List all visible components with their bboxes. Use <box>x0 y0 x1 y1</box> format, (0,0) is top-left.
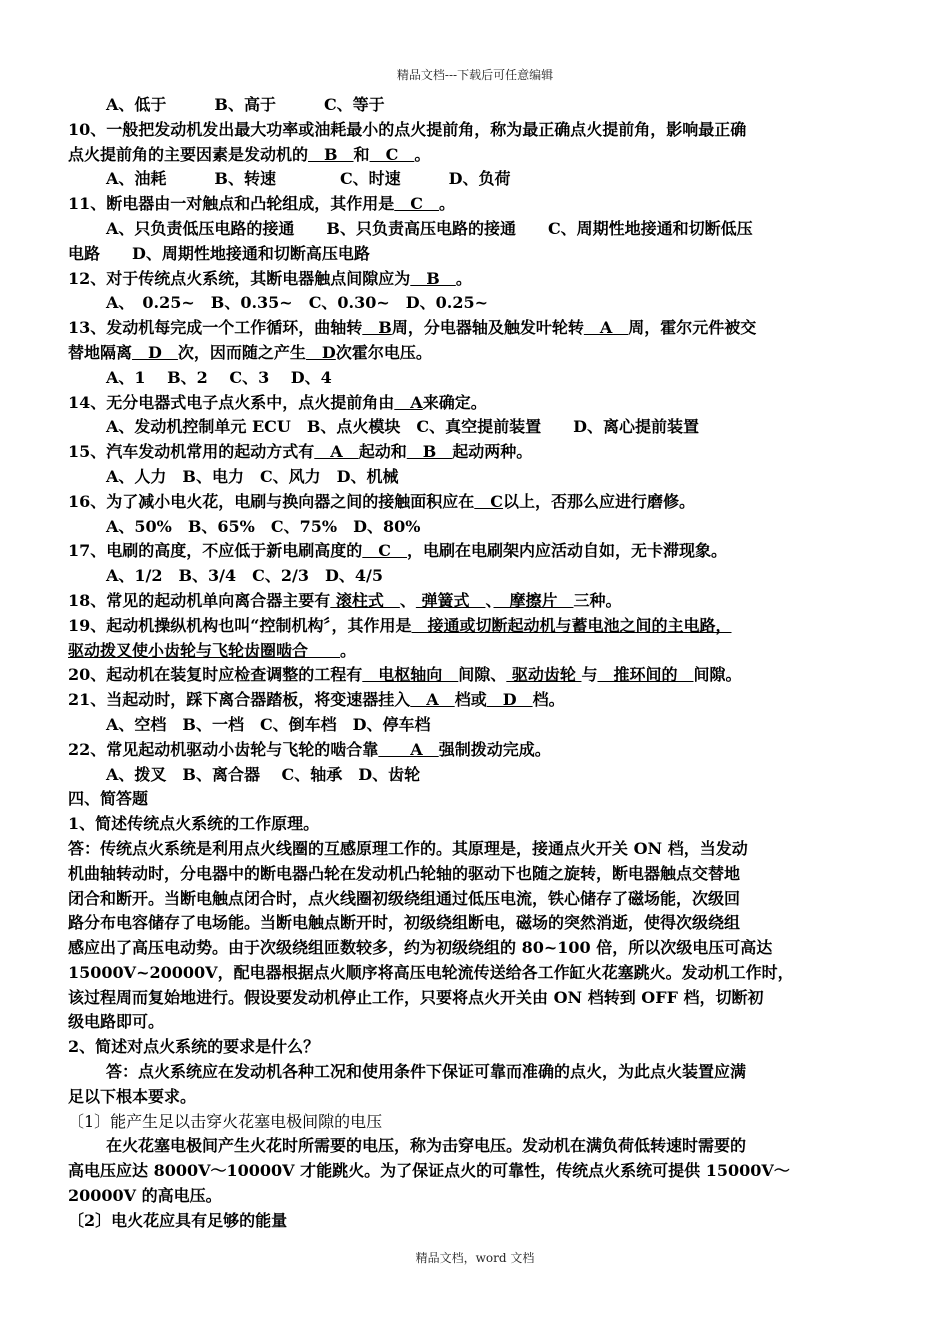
answer-blank: D <box>486 690 533 710</box>
text-segment: 22、常见起动机驱动小齿轮与飞轮的啮合靠 <box>68 739 379 759</box>
text-segment: A、拨叉 B、离合器 C、轴承 D、齿轮 <box>106 764 421 784</box>
text-segment: A、空档 B、一档 C、倒车档 D、停车档 <box>106 714 431 734</box>
text-segment: 1、简述传统点火系统的工作原理。 <box>68 814 320 834</box>
text-segment: 路分布电容储存了电场能。当断电触点断开时，初级绕组断电，磁场的突然消逝，使得次级绕组 <box>68 913 741 933</box>
text-line <box>68 93 884 118</box>
text-segment: A、50% B、65% C、75% D、80% <box>106 516 421 536</box>
text-line <box>68 539 884 564</box>
answer-blank: C <box>394 194 440 214</box>
text-segment: 14、无分电器式电子点火系中，点火提前角由 <box>68 392 395 412</box>
text-segment: 周，霍尔元件被交 <box>628 318 757 338</box>
text-segment: ，电刷在电刷架内应活动自如，无卡滞现象。 <box>407 541 728 561</box>
text-line <box>68 440 884 465</box>
text-segment: 点火提前角的主要因素是发动机的 <box>68 144 309 164</box>
text-line <box>68 1010 884 1035</box>
text-segment: 机曲轴转动时，分电器中的断电器凸轮在发动机凸轮轴的驱动下也随之旋转，断电器触点交替地 <box>68 863 741 883</box>
text-line <box>68 1035 884 1060</box>
answer-blank: D <box>132 342 178 362</box>
text-segment: 15、汽车发动机常用的起动方式有 <box>68 442 315 462</box>
text-segment: 和 <box>353 144 370 164</box>
text-line <box>68 490 884 515</box>
answer-blank: D <box>305 342 336 362</box>
answer-blank: 滚柱式 <box>330 590 400 610</box>
text-segment: 档。 <box>532 690 565 710</box>
text-line <box>68 1184 884 1209</box>
answer-blank: B <box>406 442 453 462</box>
text-segment: 起动两种。 <box>452 442 533 462</box>
text-segment: 足以下根本要求。 <box>68 1086 197 1106</box>
document-body <box>68 93 884 1234</box>
text-segment: 、 <box>399 590 416 610</box>
answer-blank: B <box>308 144 354 164</box>
text-line <box>68 639 884 664</box>
answer-blank: 接通或切断起动机与蓄电池之间的主电路， <box>411 615 732 635</box>
text-line <box>68 887 884 912</box>
text-segment: 〔2〕电火花应具有足够的能量 <box>68 1210 288 1230</box>
text-segment: 与 <box>581 665 598 685</box>
answer-blank: 驱动齿轮 <box>506 665 582 685</box>
text-segment: 闭合和断开。当断电触点闭合时，点火线圈初级绕组通过低压电流，铁心储存了磁场能，次级回 <box>68 888 741 908</box>
text-line <box>68 366 884 391</box>
text-line <box>68 961 884 986</box>
text-line <box>68 1110 884 1135</box>
text-line <box>68 1209 884 1234</box>
text-segment: 周，分电器轴及触发叶轮转 <box>391 318 584 338</box>
text-line <box>68 167 884 192</box>
text-segment: A、1/2 B、3/4 C、2/3 D、4/5 <box>106 566 383 586</box>
text-line <box>68 391 884 416</box>
text-line <box>68 465 884 490</box>
text-line <box>68 316 884 341</box>
text-segment: 感应出了高压电动势。由于次级绕组匝数较多，约为初级绕组的 80~100 倍，所以次级电压可高达 <box>68 938 773 958</box>
text-segment: 次，因而随之产生 <box>177 342 306 362</box>
answer-blank: 驱动拨叉使小齿轮与飞轮齿圈啮合 <box>68 640 341 660</box>
text-line <box>68 217 884 242</box>
text-segment: 答：传统点火系统是利用点火线圈的互感原理工作的。其原理是，接通点火开关 ON 档，当发动 <box>68 838 748 858</box>
text-line <box>68 837 884 862</box>
text-segment: 四、简答题 <box>68 789 149 809</box>
answer-blank: C <box>474 491 504 511</box>
answer-blank: C <box>362 541 408 561</box>
text-segment: 15000V~20000V，配电器根据点火顺序将高压电轮流传送给各工作缸火花塞跳火。发动机工作时， <box>68 962 794 982</box>
text-segment: 间隙、 <box>458 665 507 685</box>
text-line <box>68 1134 884 1159</box>
answer-blank: A <box>583 318 629 338</box>
answer-blank: A <box>378 739 439 759</box>
text-line <box>68 738 884 763</box>
text-line <box>68 143 884 168</box>
text-line <box>68 787 884 812</box>
text-segment: 19、起动机操纵机构也叫“控制机构〞，其作用是 <box>68 615 412 635</box>
text-segment: A、人力 B、电力 C、风力 D、机械 <box>106 466 399 486</box>
answer-blank: A <box>314 442 359 462</box>
text-segment: A、油耗 B、转速 C、时速 D、负荷 <box>106 169 511 189</box>
text-segment: 11、断电器由一对触点和凸轮组成，其作用是 <box>68 194 395 214</box>
text-line <box>68 1159 884 1184</box>
text-segment: A、 0.25~ B、0.35~ C、0.30~ D、0.25~ <box>106 293 489 313</box>
text-segment: 。 <box>340 640 357 660</box>
text-segment: 。 <box>414 144 431 164</box>
answer-blank: B <box>410 268 456 288</box>
text-line <box>68 688 884 713</box>
text-segment: 在火花塞电极间产生火花时所需要的电压，称为击穿电压。发动机在满负荷低转速时需要的 <box>106 1136 747 1156</box>
text-segment: 以上，否那么应进行磨修。 <box>503 491 696 511</box>
text-line <box>68 341 884 366</box>
text-line <box>68 415 884 440</box>
text-segment: 13、发动机每完成一个工作循环，曲轴转 <box>68 318 363 338</box>
text-line <box>68 713 884 738</box>
text-line <box>68 936 884 961</box>
text-segment: 17、电刷的高度，不应低于新电刷高度的 <box>68 541 363 561</box>
text-segment: 间隙。 <box>693 665 742 685</box>
text-segment: 电路 D、周期性地接通和切断高压电路 <box>68 243 370 263</box>
answer-blank: A <box>394 392 423 412</box>
text-segment: 来确定。 <box>422 392 487 412</box>
text-segment: 〔1〕能产生足以击穿火花塞电极间隙的电压 <box>68 1111 383 1131</box>
text-line <box>68 911 884 936</box>
page-header: 精品文档---下载后可任意编辑 <box>396 68 554 82</box>
text-line <box>68 1085 884 1110</box>
text-segment: 高电压应达 8000V～10000V 才能跳火。为了保证点火的可靠性，传统点火系统可提供 15000V～ <box>68 1161 790 1181</box>
text-line <box>68 763 884 788</box>
text-segment: 起动和 <box>358 442 407 462</box>
text-line <box>68 862 884 887</box>
text-segment: 替地隔离 <box>68 342 133 362</box>
text-line <box>68 267 884 292</box>
text-line <box>68 242 884 267</box>
answer-blank: B <box>362 318 392 338</box>
text-line <box>68 291 884 316</box>
text-segment: 20000V 的高电压。 <box>68 1186 222 1206</box>
text-segment: 16、为了减小电火花，电刷与换向器之间的接触面积应在 <box>68 491 475 511</box>
text-segment: 答：点火系统应在发动机各种工况和使用条件下保证可靠而准确的点火，为此点火装置应满 <box>106 1062 747 1082</box>
text-line <box>68 986 884 1011</box>
text-segment: 10、一般把发动机发出最大功率或油耗最小的点火提前角，称为最正确点火提前角，影响最正确 <box>68 119 747 139</box>
text-line <box>68 812 884 837</box>
text-segment: 2、简述对点火系统的要求是什么？ <box>68 1037 320 1057</box>
text-segment: 。 <box>439 194 456 214</box>
answer-blank: 电枢轴向 <box>362 665 459 685</box>
text-segment: 20、起动机在装复时应检查调整的工程有 <box>68 665 363 685</box>
text-segment: 21、当起动时，踩下离合器踏板，将变速器挂入 <box>68 690 411 710</box>
text-segment: 18、常见的起动机单向离合器主要有 <box>68 590 331 610</box>
text-line <box>68 118 884 143</box>
answer-blank: C <box>369 144 415 164</box>
text-segment: 该过程周而复始地进行。假设要发动机停止工作，只要将点火开关由 ON 档转到 OFF 档，切断初 <box>68 987 764 1007</box>
text-segment: 档或 <box>454 690 487 710</box>
text-segment: 、 <box>485 590 494 610</box>
text-segment: 级电路即可。 <box>68 1012 165 1032</box>
text-segment: 强制拨动完成。 <box>438 739 551 759</box>
text-line <box>68 614 884 639</box>
text-segment: A、1 B、2 C、3 D、4 <box>106 367 332 387</box>
answer-blank: A <box>410 690 455 710</box>
answer-blank: 推环间的 <box>597 665 694 685</box>
page-footer: 精品文档，word 文档 <box>415 1251 535 1265</box>
text-segment: A、只负责低压电路的接通 B、只负责高压电路的接通 C、周期性地接通和切断低压 <box>106 218 753 238</box>
text-line <box>68 589 884 614</box>
text-segment: A、低于 B、高于 C、等于 <box>106 95 385 114</box>
text-segment: 三种。 <box>573 590 622 610</box>
answer-blank: 弹簧式 <box>415 590 486 610</box>
text-segment: 。 <box>455 268 472 288</box>
text-line <box>68 663 884 688</box>
text-line <box>68 564 884 589</box>
text-segment: 次霍尔电压。 <box>335 342 432 362</box>
answer-blank: 摩擦片 <box>493 590 574 610</box>
text-segment: A、发动机控制单元 ECU B、点火模块 C、真空提前装置 D、离心提前装置 <box>106 417 700 437</box>
text-line <box>68 192 884 217</box>
text-segment: 12、对于传统点火系统，其断电器触点间隙应为 <box>68 268 411 288</box>
text-line <box>68 515 884 540</box>
text-line <box>68 1060 884 1085</box>
